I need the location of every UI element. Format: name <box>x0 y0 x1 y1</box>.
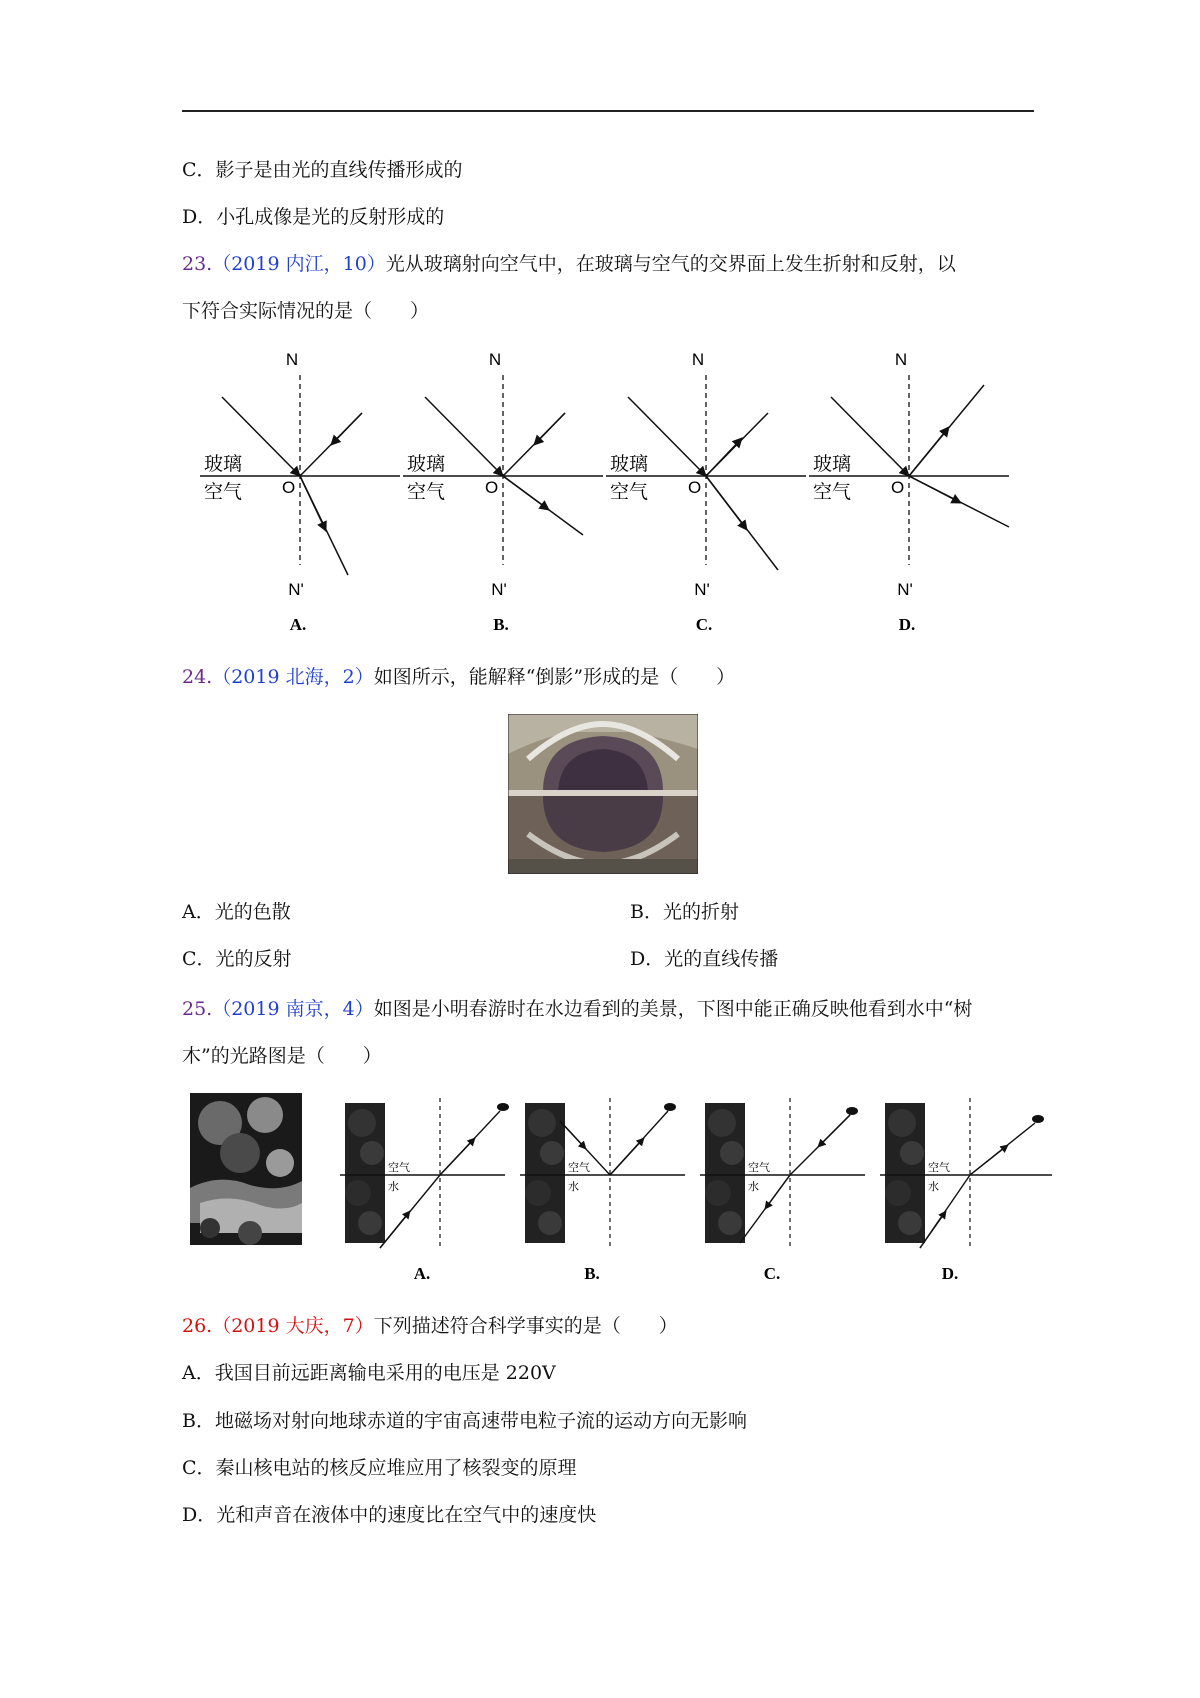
q26-option-a: A．我国目前远距离输电采用的电压是 220V <box>182 1362 556 1384</box>
question-number: 23. <box>182 253 213 275</box>
eye-icon <box>1032 1115 1044 1123</box>
option-a-label: A. <box>289 615 307 634</box>
q22-option-d: D．小孔成像是光的反射形成的 <box>182 206 445 228</box>
q23-stem-line2: 下符合实际情况的是（ ） <box>182 300 430 322</box>
q25-stem-line2: 木”的光路图是（ ） <box>182 1045 382 1067</box>
air-label: 空气 <box>568 1162 590 1174</box>
waterside-tree-photo <box>190 1093 302 1245</box>
medium-bottom-label: 空气 <box>813 482 852 503</box>
q23-refraction-diagrams <box>190 345 1020 635</box>
question-source: （2019 北海，2） <box>212 666 374 688</box>
option-d-label: D. <box>898 615 916 634</box>
normal-bottom-label: N' <box>288 580 304 599</box>
point-label: O <box>485 478 499 497</box>
q26-option-b: B．地磁场对射向地球赤道的宇宙高速带电粒子流的运动方向无影响 <box>182 1410 747 1432</box>
point-label: O <box>891 478 905 497</box>
question-text: 下列描述符合科学事实的是（ ） <box>373 1315 678 1337</box>
air-label: 空气 <box>748 1162 770 1174</box>
medium-top-label: 玻璃 <box>610 454 649 475</box>
question-number: 26. <box>182 1315 213 1337</box>
q25-diagram-d <box>880 1098 1052 1283</box>
q25-diagram-a <box>340 1098 509 1283</box>
q22-option-c: C．影子是由光的直线传播形成的 <box>182 159 463 181</box>
normal-bottom-label: N' <box>897 580 913 599</box>
q25-light-path-diagrams <box>340 1093 1060 1283</box>
q23-diagram-c <box>606 350 806 634</box>
q23-diagram-a <box>200 350 400 634</box>
q23-stem-line1 <box>182 251 956 277</box>
normal-top-label: N <box>894 350 908 369</box>
question-source: （2019 内江，10） <box>212 253 386 275</box>
medium-bottom-label: 空气 <box>407 482 446 503</box>
medium-bottom-label: 空气 <box>610 482 649 503</box>
normal-top-label: N <box>691 350 705 369</box>
q26-option-c: C．秦山核电站的核反应堆应用了核裂变的原理 <box>182 1457 577 1479</box>
q24-stem <box>182 664 735 690</box>
q24-option-d: D．光的直线传播 <box>630 948 779 970</box>
q26-stem <box>182 1313 678 1339</box>
air-label: 空气 <box>928 1162 950 1174</box>
option-c-label: C. <box>695 615 713 634</box>
water-label: 水 <box>568 1181 579 1193</box>
question-number: 24. <box>182 666 213 688</box>
question-text: 如图是小明春游时在水边看到的美景，下图中能正确反映他看到水中“树 <box>373 998 973 1020</box>
eye-icon <box>497 1103 509 1111</box>
option-c-label: C. <box>763 1264 781 1283</box>
option-b-label: B. <box>493 615 509 634</box>
question-text: 光从玻璃射向空气中，在玻璃与空气的交界面上发生折射和反射，以 <box>385 253 956 275</box>
question-number: 25. <box>182 998 213 1020</box>
q25-diagram-b <box>520 1098 685 1283</box>
q24-option-b: B．光的折射 <box>630 901 739 923</box>
normal-bottom-label: N' <box>694 580 710 599</box>
eye-icon <box>664 1103 676 1111</box>
option-d-label: D. <box>941 1264 959 1283</box>
option-a-label: A. <box>413 1264 431 1283</box>
q26-option-d: D．光和声音在液体中的速度比在空气中的速度快 <box>182 1504 597 1526</box>
medium-bottom-label: 空气 <box>204 482 243 503</box>
bridge-reflection-photo <box>508 714 698 874</box>
q25-stem-line1 <box>182 996 972 1022</box>
point-label: O <box>688 478 702 497</box>
eye-icon <box>846 1107 858 1115</box>
question-text: 如图所示，能解释“倒影”形成的是（ ） <box>373 666 736 688</box>
q23-diagram-b <box>403 350 603 634</box>
q24-option-a: A．光的色散 <box>182 901 291 923</box>
normal-top-label: N <box>488 350 502 369</box>
q25-diagram-c <box>700 1098 865 1283</box>
q23-diagram-d <box>809 350 1009 634</box>
air-label: 空气 <box>388 1162 410 1174</box>
normal-top-label: N <box>285 350 299 369</box>
water-label: 水 <box>928 1181 939 1193</box>
water-label: 水 <box>388 1181 399 1193</box>
q24-option-c: C．光的反射 <box>182 948 292 970</box>
water-label: 水 <box>748 1181 759 1193</box>
question-source: （2019 南京，4） <box>212 998 374 1020</box>
header-rule <box>182 110 1034 112</box>
medium-top-label: 玻璃 <box>204 454 243 475</box>
medium-top-label: 玻璃 <box>407 454 446 475</box>
point-label: O <box>282 478 296 497</box>
normal-bottom-label: N' <box>491 580 507 599</box>
question-source: （2019 大庆，7） <box>212 1315 374 1337</box>
option-b-label: B. <box>584 1264 600 1283</box>
medium-top-label: 玻璃 <box>813 454 852 475</box>
